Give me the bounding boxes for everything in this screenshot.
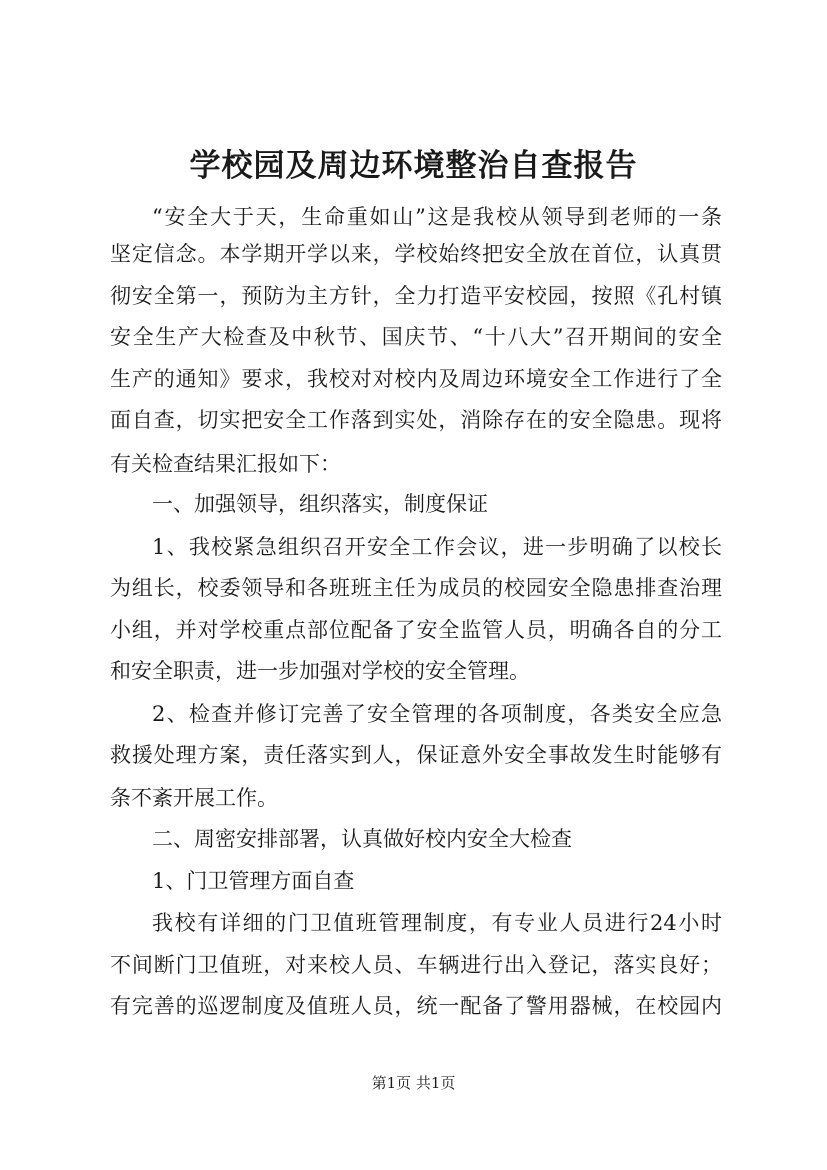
body-line: 坚定信念。本学期开学以来，学校始终把安全放在首位，认真贯 — [110, 242, 722, 266]
document-title: 学校园及周边环境整治自查报告 — [189, 148, 638, 184]
body-line: “安全大于天，生命重如山”这是我校从领导到老师的一条 — [152, 205, 722, 229]
body-line: 有关检查结果汇报如下： — [110, 452, 341, 476]
body-line: 小组，并对学校重点部位配备了安全监管人员，明确各自的分工 — [110, 618, 722, 642]
page-footer: 第1页 共1页 — [371, 1074, 456, 1092]
body-line: 1、我校紧急组织召开安全工作会议，进一步明确了以校长 — [152, 535, 722, 559]
body-line: 不间断门卫值班，对来校人员、车辆进行出入登记，落实良好； — [110, 953, 722, 977]
body-line: 生产的通知》要求，我校对对校内及周边环境安全工作进行了全 — [110, 367, 722, 391]
body-line: 2、检查并修订完善了安全管理的各项制度，各类安全应急 — [152, 702, 722, 726]
body-line: 救援处理方案，责任落实到人，保证意外安全事故发生时能够有 — [110, 743, 722, 767]
body-line: 面自查，切实把安全工作落到实处，消除存在的安全隐患。现将 — [110, 408, 722, 432]
subsection-heading: 1、门卫管理方面自查 — [152, 869, 355, 893]
body-line: 彻安全第一，预防为主方针，全力打造平安校园，按照《孔村镇 — [110, 284, 722, 308]
body-line: 为组长，校委领导和各班班主任为成员的校园安全隐患排查治理 — [110, 576, 722, 600]
body-line: 安全生产大检查及中秋节、国庆节、“十八大”召开期间的安全 — [110, 325, 722, 349]
body-line: 条不紊开展工作。 — [110, 786, 278, 810]
section-heading: 一、加强领导，组织落实，制度保证 — [152, 492, 488, 516]
body-line: 我校有详细的门卫值班管理制度，有专业人员进行24小时 — [152, 911, 722, 935]
body-line: 有完善的巡逻制度及值班人员，统一配备了警用器械，在校园内 — [110, 994, 722, 1018]
body-line: 和安全职责，进一步加强对学校的安全管理。 — [110, 659, 530, 683]
section-heading: 二、周密安排部署，认真做好校内安全大检查 — [152, 827, 572, 851]
